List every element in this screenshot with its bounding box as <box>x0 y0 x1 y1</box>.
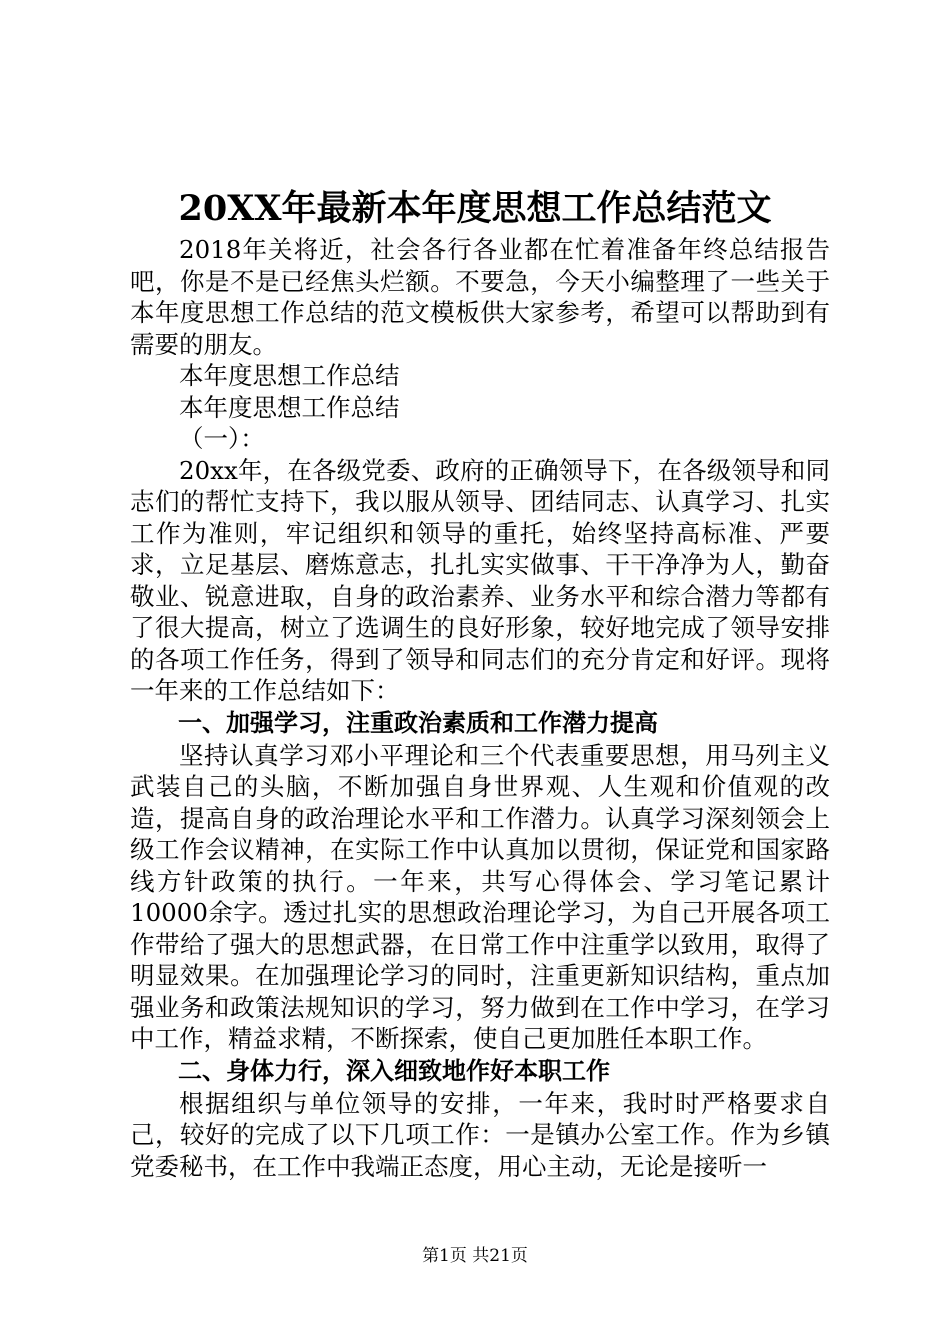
subtitle-line: 本年度思想工作总结 <box>179 392 400 422</box>
intro-paragraph: 2018年关将近，社会各行各业都在忙着准备年终总结报告吧，你是不是已经焦头烂额。不要急，今天小编整理了一些关于本年度思想工作总结的范文模板供大家参考，希望可以帮助到有需要的朋友。 <box>130 235 830 359</box>
document-body <box>130 234 830 1182</box>
page-footer: 第1页 共21页 <box>422 1246 528 1266</box>
body-paragraph: 20xx年，在各级党委、政府的正确领导下，在各级领导和同志们的帮忙支持下，我以服从领导、团结同志、认真学习、扎实工作为准则，牢记组织和领导的重托，始终坚持高标准、严要求，立足基层、磨炼意志，扎扎实实做事、干干净净为人，勤奋敬业、锐意进取，自身的政治素养、业务水平和综合潜力等都有了很大提高，树立了选调生的良好形象，较好地完成了领导安排的各项工作任务，得到了领导和同志们的充分肯定和好评。现将一年来的工作总结如下： <box>130 455 830 705</box>
document-title: 20XX年最新本年度思想工作总结范文 <box>178 188 772 229</box>
body-paragraph: 根据组织与单位领导的安排，一年来，我时时严格要求自己，较好的完成了以下几项工作：一是镇办公室工作。作为乡镇党委秘书，在工作中我端正态度，用心主动，无论是接听一 <box>130 1088 830 1181</box>
section-marker: （一）： <box>179 424 265 453</box>
section-heading: 一、加强学习，注重政治素质和工作潜力提高 <box>178 708 658 737</box>
body-paragraph: 坚持认真学习邓小平理论和三个代表重要思想，用马列主义武装自己的头脑，不断加强自身世界观、人生观和价值观的改造，提高自身的政治理论水平和工作潜力。认真学习深刻领会上级工作会议精神，在实际工作中认真加以贯彻，保证党和国家路线方针政策的执行。一年来，共写心得体会、学习笔记累计10000余字。透过扎实的思想政治理论学习，为自己开展各项工作带给了强大的思想武器，在日常工作中注重学以致用，取得了明显效果。在加强理论学习的同时，注重更新知识结构，重点加强业务和政策法规知识的学习，努力做到在工作中学习，在学习中工作，精益求精，不断探索，使自己更加胜任本职工作。 <box>130 740 830 1053</box>
section-heading: 二、身体力行，深入细致地作好本职工作 <box>178 1056 610 1085</box>
subtitle-line: 本年度思想工作总结 <box>179 361 400 390</box>
